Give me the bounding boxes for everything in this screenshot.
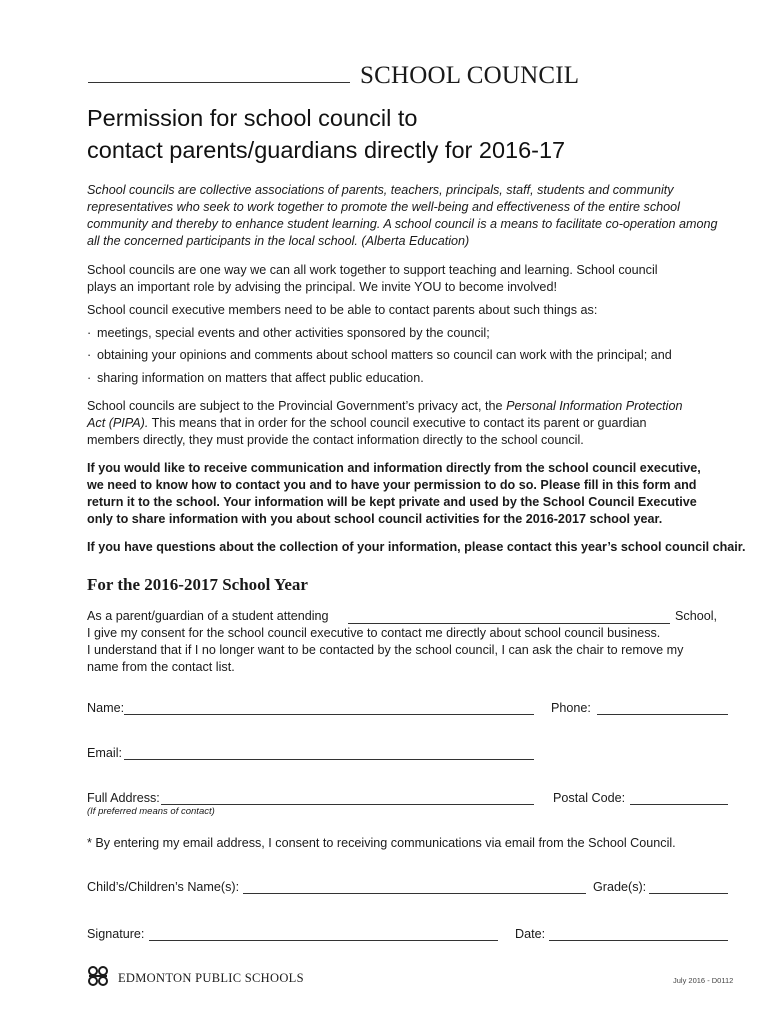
bullet-text: sharing information on matters that affect public education. xyxy=(97,371,424,385)
bullet-mark: · xyxy=(87,326,92,340)
phone-label: Phone: xyxy=(551,701,591,715)
bullet-item xyxy=(87,325,490,342)
consent-line: I understand that if I no longer want to be contacted by the school council, I can ask the chair to remove my xyxy=(87,643,684,657)
email-consent-note: * By entering my email address, I consent to receiving communications via email from the School Council. xyxy=(87,836,676,850)
permission-line: return it to the school. Your information will be kept private and used by the School Council Executive xyxy=(87,495,697,509)
children-names-field[interactable] xyxy=(243,893,586,894)
para-contact-needs: School council executive members need to be able to contact parents about such things as: xyxy=(87,303,598,317)
date-label: Date: xyxy=(515,927,546,941)
name-field[interactable] xyxy=(124,714,534,715)
bullet-text: obtaining your opinions and comments about school matters so council can work with the principal; and xyxy=(97,348,672,362)
phone-field[interactable] xyxy=(597,714,728,715)
bullet-item xyxy=(87,370,424,387)
signature-field[interactable] xyxy=(149,940,498,941)
para-involvement xyxy=(87,262,727,296)
grades-label: Grade(s): xyxy=(593,880,647,894)
intro-paragraph: School councils are collective associations of parents, teachers, principals, staff, students and community representatives who seek to work together to promote the well-being and effectiveness of the entire school community and thereby to enhance student learning. A school council is a means to facilitate co-operation among all the concerned participants in the local school. (Alberta Education) xyxy=(87,183,718,248)
consent-school-suffix: School, xyxy=(675,609,718,623)
bullet-text: meetings, special events and other activities sponsored by the council; xyxy=(97,326,490,340)
section-title: For the 2016-2017 School Year xyxy=(87,575,308,594)
name-label: Name: xyxy=(87,701,125,715)
consent-line: I give my consent for the school council executive to contact me directly about school council business. xyxy=(87,626,661,640)
footer-org-name: EDMONTON PUBLIC SCHOOLS xyxy=(118,971,304,985)
permission-line: we need to know how to contact you and to have your permission to do so. Please fill in this form and xyxy=(87,478,697,492)
consent-school-label: As a parent/guardian of a student attending xyxy=(87,609,329,623)
signature-label: Signature: xyxy=(87,927,145,941)
para-permission xyxy=(87,460,727,528)
pipa-text: This means that in order for the school council executive to contact its parent or guardian xyxy=(148,416,647,430)
header-label: SCHOOL COUNCIL xyxy=(360,62,580,89)
email-field[interactable] xyxy=(124,759,534,760)
bullet-mark: · xyxy=(87,348,92,362)
bullet-item xyxy=(87,347,672,364)
postal-code-label: Postal Code: xyxy=(553,791,626,805)
page-title-line1: Permission for school council to xyxy=(87,105,418,131)
para-questions: If you have questions about the collection of your information, please contact this year’s school council chair. xyxy=(87,540,746,554)
address-field[interactable] xyxy=(161,804,534,805)
permission-line: If you would like to receive communication and information directly from the school council executive, xyxy=(87,461,701,475)
children-names-label: Child’s/Children’s Name(s): xyxy=(87,880,240,894)
para-involvement-line2: plays an important role by advising the principal. We invite YOU to become involved! xyxy=(87,280,557,294)
address-note: (If preferred means of contact) xyxy=(87,806,215,817)
grades-field[interactable] xyxy=(649,893,728,894)
edmonton-logo-icon xyxy=(87,966,113,986)
school-name-field[interactable] xyxy=(348,623,670,624)
para-pipa xyxy=(87,398,727,449)
consent-paragraph xyxy=(87,625,727,676)
pipa-act-name: Act (PIPA). xyxy=(87,416,149,430)
permission-line: only to share information with you about school council activities for the 2016-2017 school year. xyxy=(87,512,663,526)
date-field[interactable] xyxy=(549,940,728,941)
page-title-line2: contact parents/guardians directly for 2016-17 xyxy=(87,137,566,163)
header-rule xyxy=(88,82,350,83)
consent-line: name from the contact list. xyxy=(87,660,235,674)
pipa-act-name: Personal Information Protection xyxy=(506,399,683,413)
pipa-text: School councils are subject to the Provincial Government’s privacy act, the xyxy=(87,399,507,413)
pipa-text: members directly, they must provide the contact information directly to the school council. xyxy=(87,433,584,447)
para-involvement-line1: School councils are one way we can all work together to support teaching and learning. School council xyxy=(87,263,658,277)
page-title xyxy=(87,102,565,166)
address-label: Full Address: xyxy=(87,791,160,805)
bullet-mark: · xyxy=(87,371,92,385)
form-code: July 2016 - D0112 xyxy=(673,976,734,985)
postal-code-field[interactable] xyxy=(630,804,728,805)
email-label: Email: xyxy=(87,746,122,760)
